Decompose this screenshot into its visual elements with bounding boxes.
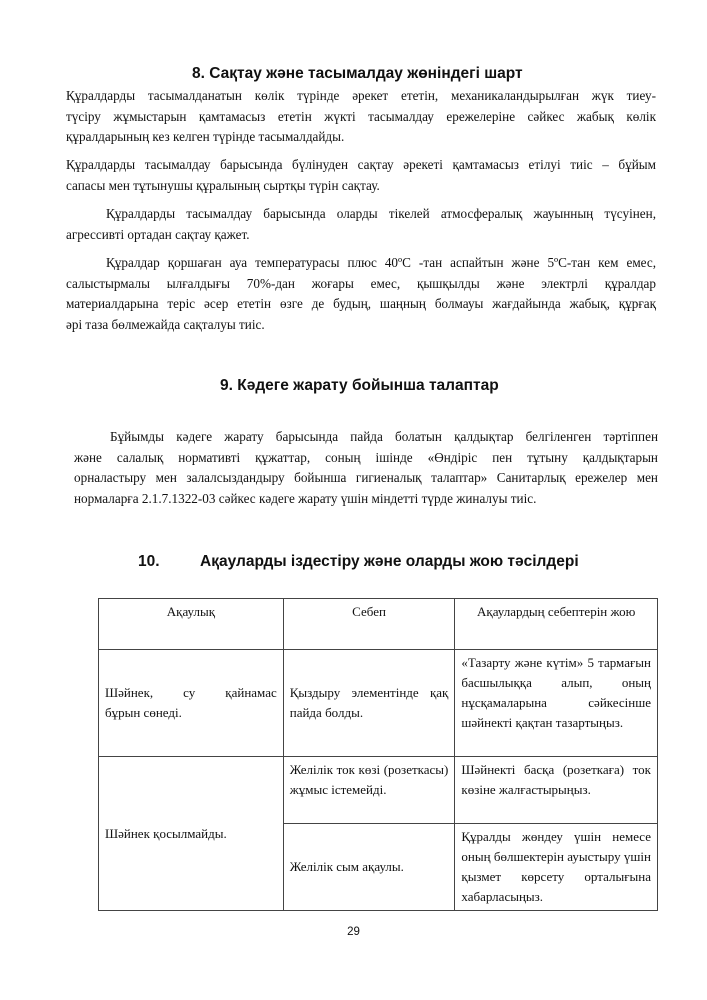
page-number: 29 — [347, 926, 360, 938]
table-row — [99, 650, 658, 757]
header-remedy: Ақаулардың себептерін жою — [455, 599, 658, 650]
text-line: сапасы мен тұтынушы құралының сыртқы түрін сақтау. — [66, 177, 380, 193]
remedy-cell: Құралды жөндеу үшін немесе оның бөлшектерін ауыстыру үшін қызмет көрсету орталығына хабарласыңыз. — [455, 824, 658, 911]
remedy-cell: Шәйнекті басқа (розеткаға) ток көзіне жалғастырыңыз. — [455, 757, 658, 824]
text-line: Құралдар қоршаған ауа температурасы плюс 40ºС -тан аспайтын және 5ºС-тан кем емес, — [106, 255, 656, 270]
section-9-title: 9. Кәдеге жарату бойынша талаптар — [220, 377, 499, 394]
text-line: Құралдарды тасымалданатын көлік түрінде әрекет ететін, механикаландырылған жүк тиеу- — [66, 88, 656, 103]
section-10-number: 10. — [138, 553, 160, 570]
fault-cell — [99, 650, 284, 757]
fault-line: бұрын сөнеді. — [105, 705, 182, 720]
cause-cell: Қыздыру элементінде қақ пайда болды. — [283, 650, 455, 757]
header-fault: Ақаулық — [99, 599, 284, 650]
text-line: нормаларға 2.1.7.1322-03 сәйкес кәдеге жарату үшін міндетті түрде жиналуы тиіс. — [74, 490, 537, 506]
fault-word: су — [183, 685, 196, 700]
text-line: салыстырмалы ылғалдығы 70%-дан жоғары емес, қышқылды және электрлі құралдар — [66, 275, 656, 291]
fault-cell: Шәйнек қосылмайды. — [99, 757, 284, 911]
table-row — [99, 757, 658, 824]
remedy-cell: «Тазарту және күтім» 5 тармағын басшылыққа алып, оның нұсқамаларына сәйкесінше шәйнекті қақтан тазартыңыз. — [455, 650, 658, 757]
cause-cell: Желілік ток көзі (розеткасы) жұмыс істемейді. — [283, 757, 455, 824]
section-9-paragraph — [74, 427, 658, 509]
troubleshooting-table — [98, 598, 658, 911]
section-10-title: Ақауларды іздестіру және оларды жою тәсілдері — [200, 553, 579, 570]
text-line: Құралдарды тасымалдау барысында бүлінуден сақтау әрекеті қамтамасыз етілуі тиіс – бұйым — [66, 157, 656, 172]
text-line: Бұйымды кәдеге жарату барысында пайда болатын қалдықтар белгіленген тәртіппен — [110, 429, 658, 444]
fault-line — [105, 683, 277, 703]
text-line: әрі таза бөлмежайда сақталуы тиіс. — [66, 316, 265, 332]
section-8-paragraph-3 — [66, 204, 656, 245]
fault-word: қайнамас — [225, 685, 277, 700]
text-line: түсіру жұмыстарын қамтамасыз ететін жүкті тасымалдау ережелеріне сәйкес жабық көлік — [66, 108, 656, 124]
section-8-paragraph-2 — [66, 155, 656, 196]
text-line: орналастыру мен залалсыздандыру бойынша гигиеналық талаптар» Санитарлық ережелер мен — [74, 470, 658, 485]
section-8-paragraph-4 — [66, 253, 656, 335]
text-line: құралдарының кез келген түрінде тасымалдайды. — [66, 129, 345, 144]
cause-cell: Желілік сым ақаулы. — [283, 824, 455, 911]
fault-word: Шәйнек, — [105, 685, 154, 700]
section-8-title: 8. Сақтау және тасымалдау жөніндегі шарт — [192, 65, 523, 82]
text-line: Құралдарды тасымалдау барысында оларды тікелей атмосфералық жауынның түсуінен, — [106, 206, 656, 221]
section-8-paragraph-1 — [66, 86, 656, 148]
text-line: және салалық нормативті құжаттар, соның ішінде «Өндіріс пен тұтыну қалдықтарын — [74, 449, 658, 465]
table-header-row — [99, 599, 658, 650]
text-line: агрессивті ортадан сақтау қажет. — [66, 226, 250, 242]
header-cause: Себеп — [283, 599, 455, 650]
text-line: материалдарына теріс әсер ететін өзге де будың, шаңның болмауы жағдайында жабық, құрғақ — [66, 296, 656, 311]
